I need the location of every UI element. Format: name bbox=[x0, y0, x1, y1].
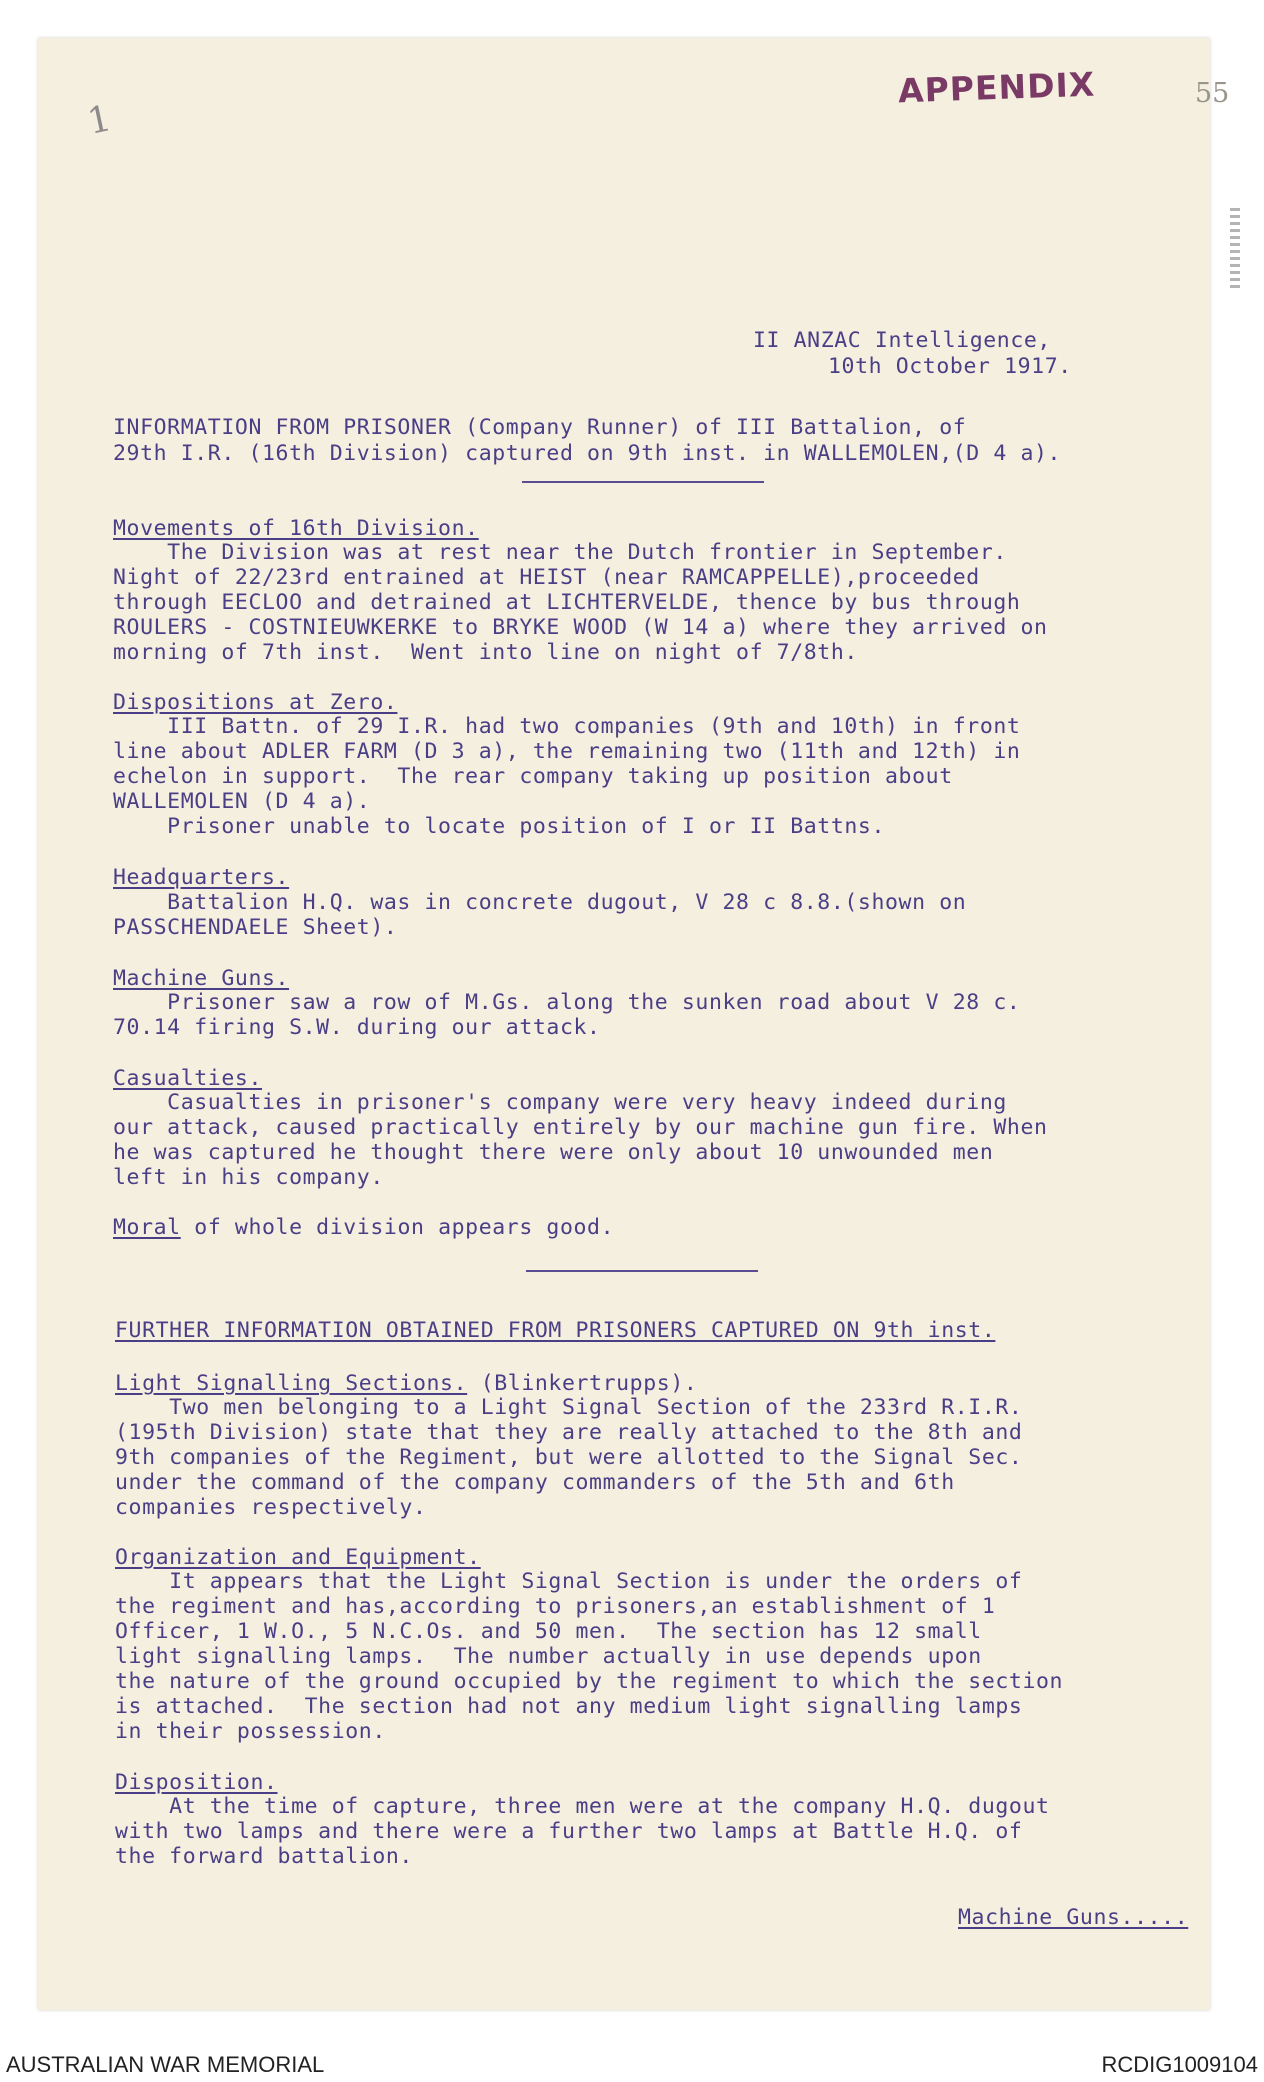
casualties-line: Casualties in prisoner's company were very heavy indeed during bbox=[113, 1090, 1007, 1115]
headquarters-line: Battalion H.Q. was in concrete dugout, V 28 c 8.8.(shown on bbox=[113, 890, 967, 915]
casualties-line: he was captured he thought there were only about 10 unwounded men bbox=[113, 1140, 994, 1165]
machine-guns-line: Prisoner saw a row of M.Gs. along the sunken road about V 28 c. bbox=[113, 990, 1021, 1015]
organization-line: is attached. The section had not any medium light signalling lamps bbox=[115, 1694, 1023, 1719]
heading-casualties: Casualties. bbox=[113, 1066, 262, 1091]
heading-movements: Movements of 16th Division. bbox=[113, 516, 479, 541]
appendix-stamp: APPENDIX bbox=[897, 64, 1096, 111]
header-line-1: II ANZAC Intelligence, bbox=[753, 328, 1051, 353]
footer-archive-name: AUSTRALIAN WAR MEMORIAL bbox=[6, 2052, 325, 2077]
header-line-2: 10th October 1917. bbox=[828, 354, 1072, 379]
headquarters-line: PASSCHENDAELE Sheet). bbox=[113, 915, 398, 940]
dispositions-line: line about ADLER FARM (D 3 a), the remaining two (11th and 12th) in bbox=[113, 739, 1021, 764]
heading-further-information: FURTHER INFORMATION OBTAINED FROM PRISONERS CAPTURED ON 9th inst. bbox=[115, 1318, 996, 1343]
light-signalling-line: companies respectively. bbox=[115, 1495, 427, 1520]
dispositions-line: III Battn. of 29 I.R. had two companies (9th and 10th) in front bbox=[113, 714, 1021, 739]
moral-word: Moral bbox=[113, 1215, 181, 1240]
organization-line: light signalling lamps. The number actually in use depends upon bbox=[115, 1644, 982, 1669]
divider-1 bbox=[522, 481, 764, 483]
dispositions-line: Prisoner unable to locate position of I or II Battns. bbox=[113, 814, 886, 839]
casualties-line: left in his company. bbox=[113, 1165, 384, 1190]
divider-2 bbox=[526, 1270, 758, 1272]
moral-rest: of whole division appears good. bbox=[180, 1215, 615, 1240]
light-signalling-line: 9th companies of the Regiment, but were allotted to the Signal Sec. bbox=[115, 1445, 1023, 1470]
heading-machine-guns: Machine Guns. bbox=[113, 966, 290, 991]
organization-line: the regiment and has,according to prisoners,an establishment of 1 bbox=[115, 1594, 996, 1619]
machine-guns-line: 70.14 firing S.W. during our attack. bbox=[113, 1015, 601, 1040]
casualties-line: our attack, caused practically entirely by our machine gun fire. When bbox=[113, 1115, 1048, 1140]
torn-edge-mark bbox=[1230, 208, 1240, 288]
movements-line: Night of 22/23rd entrained at HEIST (near RAMCAPPELLE),proceeded bbox=[113, 565, 980, 590]
disposition-line: with two lamps and there were a further two lamps at Battle H.Q. of bbox=[115, 1819, 1023, 1844]
movements-line: through EECLOO and detrained at LICHTERVELDE, thence by bus through bbox=[113, 590, 1021, 615]
document-page bbox=[38, 38, 1230, 2010]
disposition-line: the forward battalion. bbox=[115, 1844, 413, 1869]
organization-line: It appears that the Light Signal Section is under the orders of bbox=[115, 1569, 1023, 1594]
organization-line: in their possession. bbox=[115, 1719, 386, 1744]
folio-number: 55 bbox=[1195, 78, 1230, 109]
movements-line: The Division was at rest near the Dutch frontier in September. bbox=[113, 540, 1007, 565]
organization-line: Officer, 1 W.O., 5 N.C.Os. and 50 men. The section has 12 small bbox=[115, 1619, 982, 1644]
disposition-line: At the time of capture, three men were at the company H.Q. dugout bbox=[115, 1794, 1050, 1819]
heading-light-signalling: Light Signalling Sections. bbox=[115, 1371, 468, 1396]
movements-line: morning of 7th inst. Went into line on night of 7/8th. bbox=[113, 640, 858, 665]
footer-record-id: RCDIG1009104 bbox=[1101, 2052, 1258, 2077]
movements-line: ROULERS - COSTNIEUWKERKE to BRYKE WOOD (W 14 a) where they arrived on bbox=[113, 615, 1048, 640]
light-signalling-heading-line bbox=[115, 1371, 697, 1397]
light-signalling-suffix: (Blinkertrupps). bbox=[467, 1371, 698, 1396]
dispositions-line: WALLEMOLEN (D 4 a). bbox=[113, 789, 371, 814]
heading-organization: Organization and Equipment. bbox=[115, 1545, 481, 1570]
heading-disposition: Disposition. bbox=[115, 1770, 278, 1795]
heading-headquarters: Headquarters. bbox=[113, 865, 290, 890]
organization-line: the nature of the ground occupied by the regiment to which the section bbox=[115, 1669, 1064, 1694]
title-line-1: INFORMATION FROM PRISONER (Company Runner) of III Battalion, of bbox=[113, 415, 967, 440]
title-line-2: 29th I.R. (16th Division) captured on 9th inst. in WALLEMOLEN,(D 4 a). bbox=[113, 441, 1062, 466]
light-signalling-line: under the command of the company commanders of the 5th and 6th bbox=[115, 1470, 955, 1495]
continuation-note: Machine Guns..... bbox=[958, 1905, 1189, 1930]
pencil-mark: 1 bbox=[83, 98, 115, 143]
light-signalling-line: (195th Division) state that they are really attached to the 8th and bbox=[115, 1420, 1023, 1445]
dispositions-line: echelon in support. The rear company taking up position about bbox=[113, 764, 953, 789]
light-signalling-line: Two men belonging to a Light Signal Section of the 233rd R.I.R. bbox=[115, 1395, 1023, 1420]
moral-line bbox=[113, 1215, 614, 1241]
heading-dispositions: Dispositions at Zero. bbox=[113, 690, 398, 715]
